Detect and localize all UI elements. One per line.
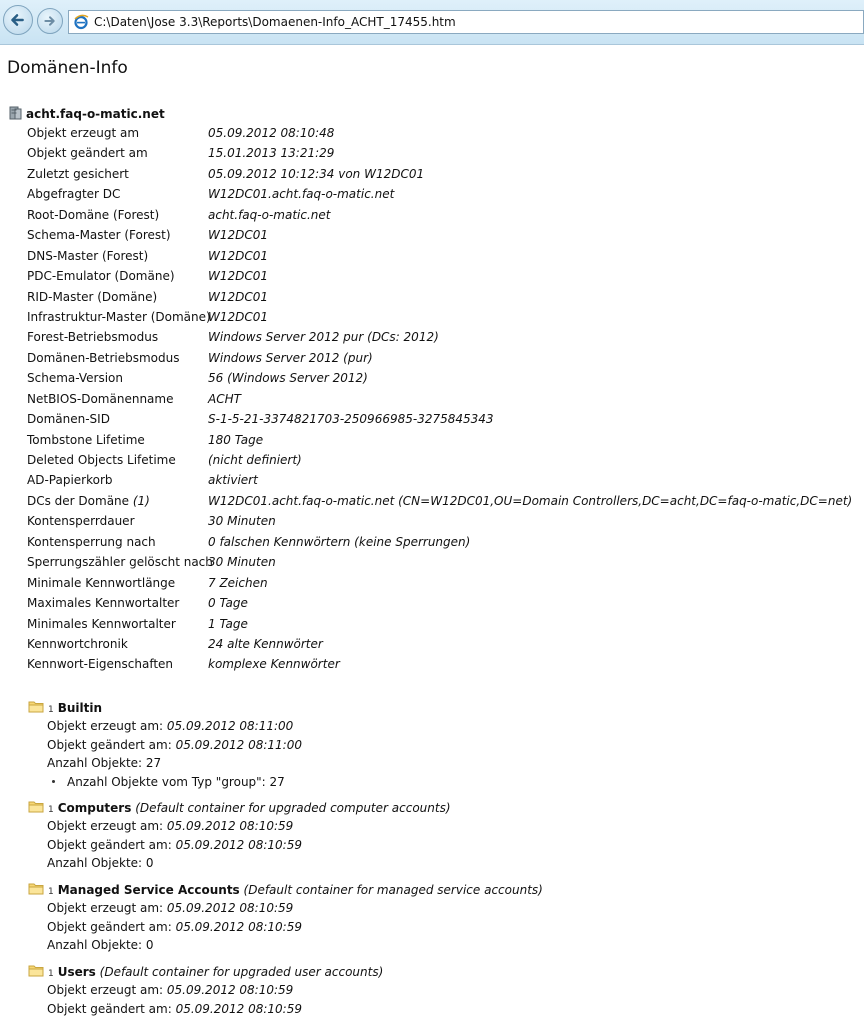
container-line-value: 27 bbox=[145, 756, 162, 770]
property-value: aktiviert bbox=[208, 473, 258, 488]
container-created bbox=[47, 819, 293, 833]
property-row bbox=[27, 410, 864, 430]
property-row bbox=[27, 308, 864, 328]
property-label: Kontensperrung nach bbox=[27, 534, 156, 549]
container-number: 1 bbox=[48, 805, 54, 815]
property-row bbox=[27, 165, 864, 185]
folder-icon bbox=[28, 882, 44, 895]
property-label: Schema-Master (Forest) bbox=[27, 228, 171, 243]
container-changed bbox=[47, 838, 302, 852]
internet-explorer-icon bbox=[73, 14, 89, 30]
container-changed bbox=[47, 920, 302, 934]
container-changed bbox=[47, 1002, 302, 1016]
property-label: AD-Papierkorb bbox=[27, 473, 113, 488]
page-title: Domänen-Info bbox=[7, 58, 128, 78]
property-value: 15.01.2013 13:21:29 bbox=[208, 146, 335, 161]
container-created bbox=[47, 719, 293, 733]
property-label: Domänen-Betriebsmodus bbox=[27, 350, 180, 365]
property-row bbox=[27, 451, 864, 471]
browser-toolbar bbox=[0, 0, 864, 45]
property-value: S-1-5-21-3374821703-250966985-3275845343 bbox=[208, 412, 494, 427]
property-label: Abgefragter DC bbox=[27, 187, 121, 202]
property-row bbox=[27, 226, 864, 246]
property-label: Schema-Version bbox=[27, 371, 123, 386]
container-line-label: Anzahl Objekte: bbox=[47, 938, 146, 952]
property-label: Maximales Kennwortalter bbox=[27, 596, 180, 611]
container-description: (Default container for managed service accounts) bbox=[243, 883, 543, 897]
container-name: Users bbox=[57, 965, 96, 979]
property-value: acht.faq-o-matic.net bbox=[208, 207, 331, 222]
container-line-value: 05.09.2012 08:10:59 bbox=[175, 919, 302, 934]
property-label: Kontensperrdauer bbox=[27, 514, 135, 529]
property-row bbox=[27, 267, 864, 287]
sub-count-text: Anzahl Objekte vom Typ "group": 27 bbox=[67, 774, 285, 789]
container-count bbox=[47, 856, 154, 870]
property-value: 180 Tage bbox=[208, 432, 264, 447]
property-label: Minimales Kennwortalter bbox=[27, 616, 176, 631]
property-label: Root-Domäne (Forest) bbox=[27, 207, 160, 222]
container-line-value: 05.09.2012 08:10:59 bbox=[166, 983, 294, 997]
property-value: ACHT bbox=[208, 391, 241, 406]
container-line-label: Objekt geändert am: bbox=[47, 837, 176, 852]
property-value: W12DC01 bbox=[208, 289, 269, 304]
property-value: 30 Minuten bbox=[208, 514, 276, 529]
property-value: W12DC01 bbox=[208, 269, 269, 284]
container-line-value: 05.09.2012 08:11:00 bbox=[166, 719, 294, 733]
property-label: NetBIOS-Domänenname bbox=[27, 391, 174, 406]
property-label: Kennwortchronik bbox=[27, 636, 128, 651]
property-label: RID-Master (Domäne) bbox=[27, 289, 158, 304]
domain-properties bbox=[27, 124, 864, 676]
property-row bbox=[27, 492, 864, 512]
address-bar[interactable] bbox=[68, 10, 864, 34]
folder-icon bbox=[28, 964, 44, 977]
domain-name: acht.faq-o-matic.net bbox=[26, 107, 165, 121]
property-row bbox=[27, 635, 864, 655]
container-line-label: Anzahl Objekte: bbox=[47, 856, 146, 870]
property-row bbox=[27, 553, 864, 573]
container-sub-count bbox=[52, 775, 285, 789]
property-value: W12DC01 bbox=[208, 228, 269, 243]
container-line-value: 0 bbox=[145, 938, 154, 952]
container-line-label: Objekt erzeugt am: bbox=[47, 819, 167, 833]
property-row bbox=[27, 144, 864, 164]
property-value: 1 Tage bbox=[208, 616, 248, 631]
container-created bbox=[47, 901, 293, 915]
container-header bbox=[48, 801, 451, 815]
arrow-right-icon bbox=[38, 9, 62, 33]
property-label: PDC-Emulator (Domäne) bbox=[27, 269, 175, 284]
property-row bbox=[27, 369, 864, 389]
property-value: 7 Zeichen bbox=[208, 575, 268, 590]
container-line-label: Objekt geändert am: bbox=[47, 737, 176, 752]
property-label: Zuletzt gesichert bbox=[27, 166, 129, 181]
property-value: (nicht definiert) bbox=[208, 453, 302, 467]
property-value: W12DC01.acht.faq-o-matic.net bbox=[208, 187, 395, 202]
property-value: W12DC01.acht.faq-o-matic.net (CN=W12DC01,OU=Domain Controllers,DC=acht,DC=faq-o-matic,DC=net) bbox=[208, 493, 853, 508]
property-row bbox=[27, 615, 864, 635]
container-name: Computers bbox=[57, 801, 132, 815]
property-value: 0 Tage bbox=[208, 596, 248, 611]
property-row bbox=[27, 471, 864, 491]
property-row bbox=[27, 431, 864, 451]
property-label: Domänen-SID bbox=[27, 412, 110, 427]
server-icon bbox=[9, 106, 22, 120]
property-label: DNS-Master (Forest) bbox=[27, 248, 149, 263]
property-row bbox=[27, 533, 864, 553]
property-value: Windows Server 2012 (pur) bbox=[208, 350, 373, 365]
property-label: Minimale Kennwortlänge bbox=[27, 575, 176, 590]
folder-icon bbox=[28, 800, 44, 813]
container-description: (Default container for upgraded computer accounts) bbox=[135, 801, 451, 815]
property-row bbox=[27, 349, 864, 369]
container-line-value: 0 bbox=[145, 856, 154, 870]
container-line-label: Objekt erzeugt am: bbox=[47, 983, 167, 997]
property-label: DCs der Domäne (1) bbox=[27, 493, 150, 508]
container-line-label: Objekt erzeugt am: bbox=[47, 901, 167, 915]
container-line-value: 05.09.2012 08:10:59 bbox=[166, 901, 294, 915]
property-value: 56 (Windows Server 2012) bbox=[208, 371, 368, 386]
property-label: Tombstone Lifetime bbox=[27, 432, 145, 447]
container-header bbox=[48, 701, 102, 715]
container-created bbox=[47, 983, 293, 997]
property-value: 05.09.2012 10:12:34 von W12DC01 bbox=[208, 166, 425, 181]
property-row bbox=[27, 124, 864, 144]
property-value: 0 falschen Kennwörtern (keine Sperrungen) bbox=[208, 534, 471, 549]
property-value: Windows Server 2012 pur (DCs: 2012) bbox=[208, 330, 439, 345]
property-row bbox=[27, 594, 864, 614]
property-row bbox=[27, 185, 864, 205]
property-value: W12DC01 bbox=[208, 309, 269, 324]
container-line-value: 05.09.2012 08:10:59 bbox=[166, 819, 294, 833]
property-label: Objekt geändert am bbox=[27, 146, 148, 161]
container-count bbox=[47, 756, 161, 770]
container-line-value: 05.09.2012 08:10:59 bbox=[175, 1001, 302, 1016]
property-value: komplexe Kennwörter bbox=[208, 657, 340, 672]
container-changed bbox=[47, 738, 302, 752]
container-number: 1 bbox=[48, 969, 54, 979]
container-count bbox=[47, 938, 154, 952]
container-number: 1 bbox=[48, 705, 54, 715]
property-value: 24 alte Kennwörter bbox=[208, 636, 323, 651]
container-line-value: 05.09.2012 08:10:59 bbox=[175, 837, 302, 852]
property-value: 05.09.2012 08:10:48 bbox=[208, 126, 335, 140]
property-value: 30 Minuten bbox=[208, 555, 276, 570]
container-description: (Default container for upgraded user accounts) bbox=[99, 965, 384, 979]
container-line-label: Objekt erzeugt am: bbox=[47, 719, 167, 733]
container-header bbox=[48, 883, 543, 897]
property-value: W12DC01 bbox=[208, 248, 269, 263]
back-button[interactable] bbox=[3, 5, 33, 35]
url-text: C:\Daten\Jose 3.3\Reports\Domaenen-Info_ACHT_17455.htm bbox=[94, 15, 456, 29]
container-name: Builtin bbox=[57, 701, 103, 715]
property-row bbox=[27, 288, 864, 308]
container-line-label: Anzahl Objekte: bbox=[47, 756, 146, 770]
property-label: Objekt erzeugt am bbox=[27, 126, 140, 140]
container-line-label: Objekt geändert am: bbox=[47, 919, 176, 934]
property-label: Infrastruktur-Master (Domäne) bbox=[27, 309, 211, 324]
property-row bbox=[27, 390, 864, 410]
dc-count: (1) bbox=[129, 493, 150, 508]
forward-button[interactable] bbox=[37, 8, 63, 34]
property-row bbox=[27, 655, 864, 675]
container-number: 1 bbox=[48, 887, 54, 897]
property-row bbox=[27, 574, 864, 594]
container-line-value: 05.09.2012 08:11:00 bbox=[175, 737, 302, 752]
container-line-label: Objekt geändert am: bbox=[47, 1001, 176, 1016]
bullet-icon bbox=[52, 780, 55, 783]
property-label: Deleted Objects Lifetime bbox=[27, 453, 176, 467]
property-row bbox=[27, 328, 864, 348]
property-row bbox=[27, 512, 864, 532]
property-label: Kennwort-Eigenschaften bbox=[27, 657, 174, 672]
container-header bbox=[48, 965, 383, 979]
arrow-left-icon bbox=[4, 6, 32, 34]
property-label: Forest-Betriebsmodus bbox=[27, 330, 159, 345]
property-label: Sperrungszähler gelöscht nach bbox=[27, 555, 213, 570]
container-name: Managed Service Accounts bbox=[57, 883, 240, 897]
folder-icon bbox=[28, 700, 44, 713]
property-row bbox=[27, 206, 864, 226]
property-row bbox=[27, 247, 864, 267]
